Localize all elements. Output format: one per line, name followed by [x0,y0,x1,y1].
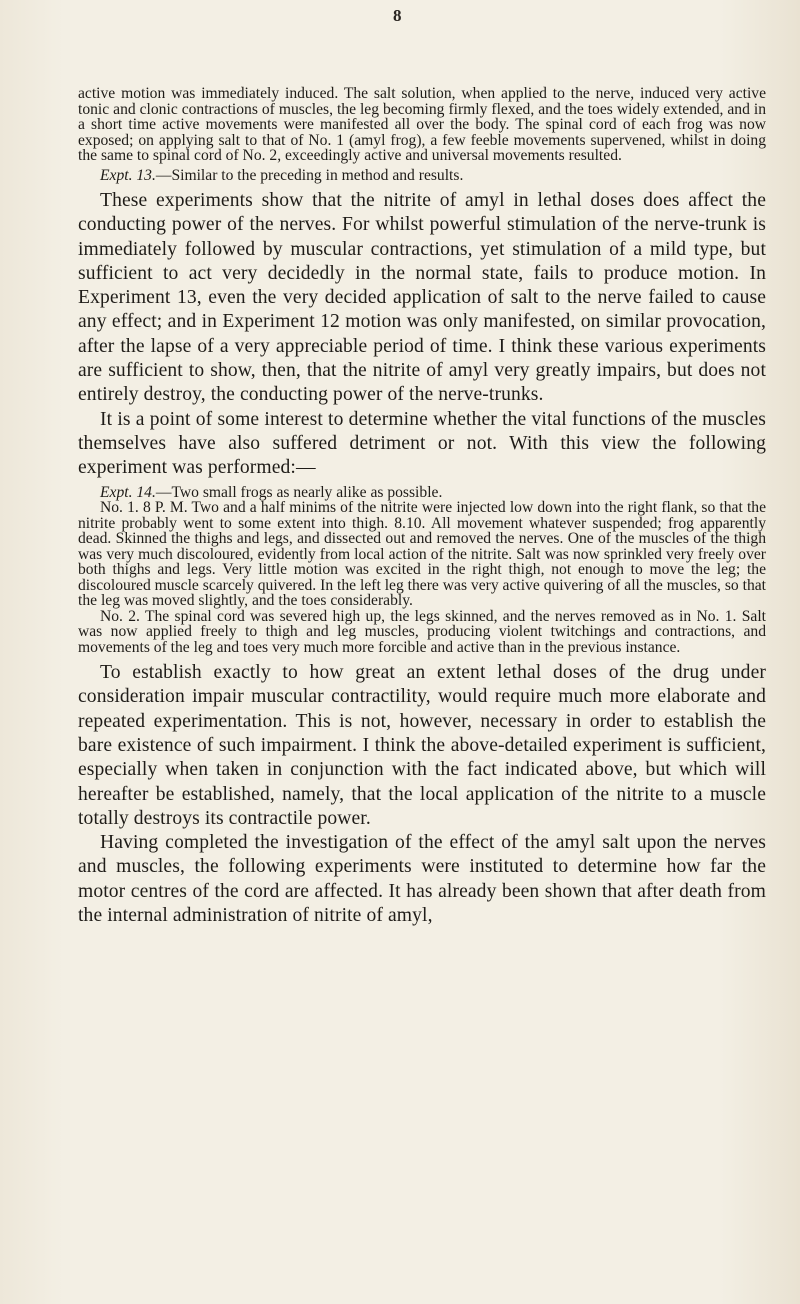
experiment-14-note [78,485,766,501]
experiment-14-label: Expt. 14. [100,483,156,501]
experiment-14-frog-2: No. 2. The spinal cord was severed high up, the legs skinned, and the nerves removed as in No. 1. Salt was now applied freely to thigh and leg muscles, producing violent twitchings and contractions, and movements of the leg and toes very much more forcible and active than in the previous instance. [78,607,766,656]
paragraph-continuation: active motion was immediately induced. The salt solution, when applied to the nerve, induced very active tonic and clonic contractions of muscles, the leg becoming firmly flexed, and the toes widely extended, and in a short time active movements were manifested all over the body. The spinal cord of each frog was now exposed; on applying salt to that of No. 1 (amyl frog), a few feeble movements supervened, whilst in doing the same to spinal cord of No. 2, exceedingly active and universal movements resulted. [78,85,766,164]
experiment-13-text: —Similar to the preceding in method and results. [155,166,464,184]
experiment-14-text: —Two small frogs as nearly alike as possible. [155,483,443,501]
experiment-14-frog-1: No. 1. 8 P. M. Two and a half minims of the nitrite were injected low down into the right flank, so that the nitrite probably went to some extent into thigh. 8.10. All movement whatever suspended; frog apparently dead. Skinned the thighs and legs, and dissected out and removed the nerves. One of the muscles of the thigh was very much discoloured, evidently from local action of the nitrite. Salt was now sprinkled very freely over both thighs and legs. Very little motion was excited in the right thigh, not enough to move the leg; the discoloured muscle scarcely quivered. In the left leg there was very active quivering of all the muscles, so that the leg was moved slightly, and the toes considerably. [78,499,766,610]
paragraph-motor-centres: Having completed the investigation of the effect of the amyl salt upon the nerves and muscles, the following experiments were instituted to determine how far the motor centres of the cord are affected. It has already been shown that after death from the internal administration of nitrite of amyl, [78,832,766,927]
paragraph-conducting-power: These experiments show that the nitrite of amyl in lethal doses does affect the conducting power of the nerves. For whilst powerful stimulation of the nerve-trunk is immediately followed by muscular contractions, yet stimulation of a mild type, but sufficient to act very decidedly in the normal state, fails to produce motion. In Experiment 13, even the very decided application of salt to the nerve failed to cause any effect; and in Experiment 12 motion was only manifested, on similar provocation, after the lapse of a very appreciable period of time. I think these various experiments are sufficient to show, then, that the nitrite of amyl very greatly impairs, but does not entirely destroy, the conducting power of the nerve-trunks. [78,190,766,406]
paragraph-muscle-functions: It is a point of some interest to determine whether the vital functions of the muscles themselves have also suffered detriment or not. With this view the following experiment was performed:— [78,408,766,479]
paragraph-lethal-doses: To establish exactly to how great an extent lethal doses of the drug under consideration impair muscular contractility, would require much more elaborate and repeated experimentation. This is not, however, necessary in order to establish the bare existence of such impairment. I think the above-detailed experiment is sufficient, especially when taken in conjunction with the fact indicated above, but which will hereafter be established, namely, that the local application of the nitrite to a muscle totally destroys its contractile power. [78,662,766,829]
experiment-13-label: Expt. 13. [100,166,156,184]
page-content [78,86,766,928]
experiment-13-note [78,168,766,184]
page-number: 8 [393,6,402,25]
